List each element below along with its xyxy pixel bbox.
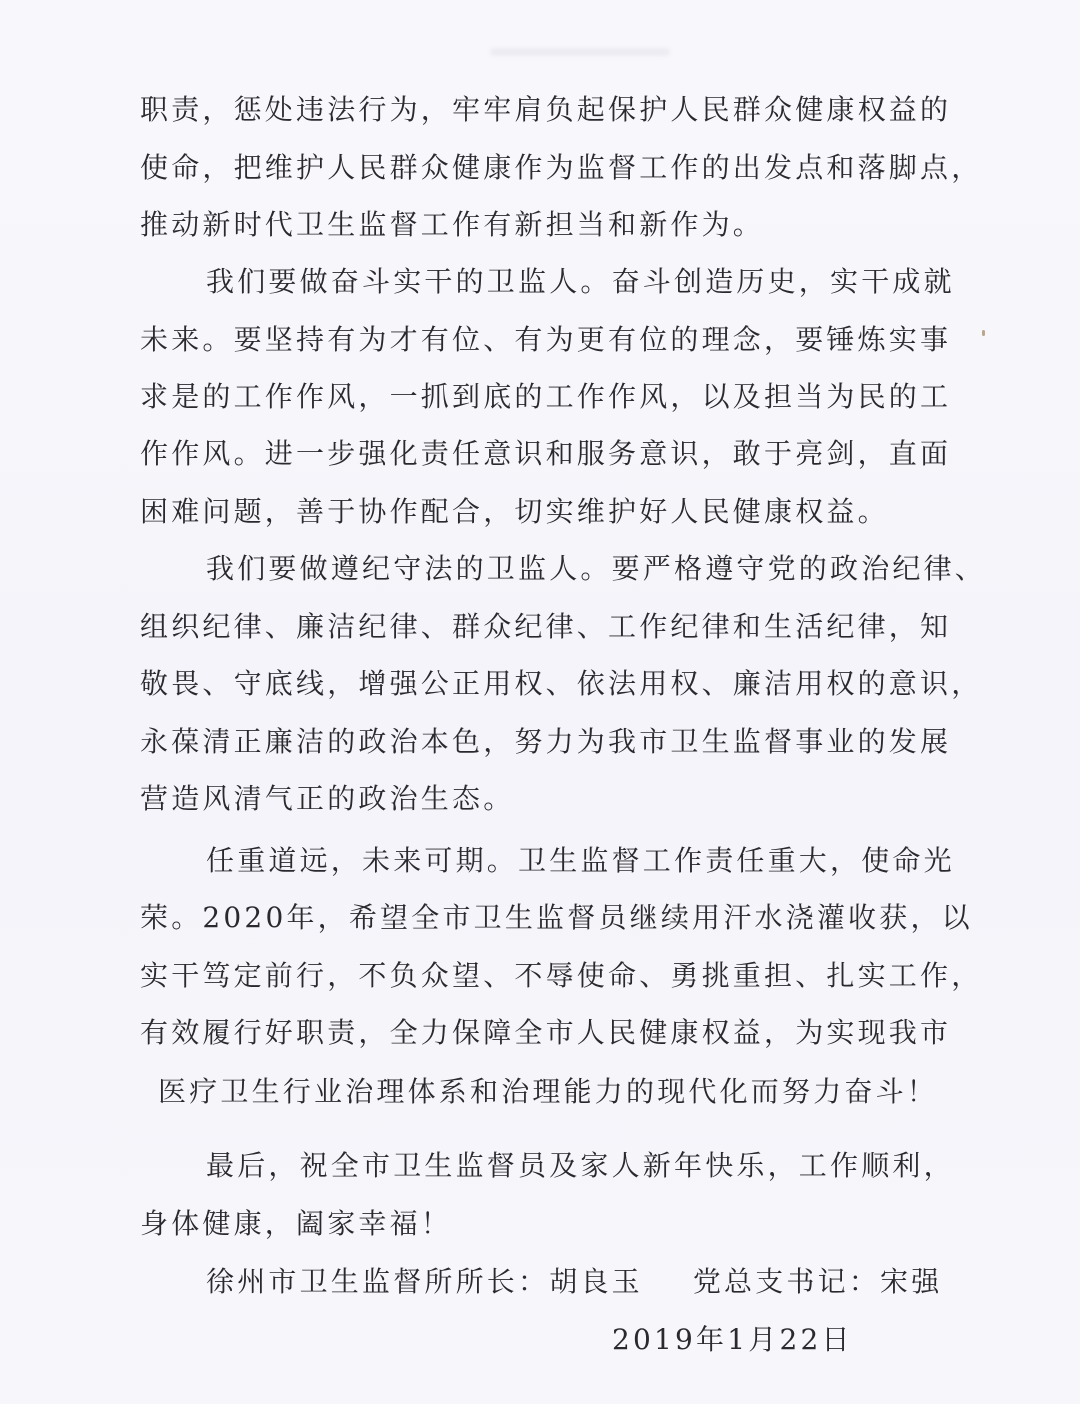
paper-speck [982,330,985,336]
paragraph-line: 医疗卫生行业治理体系和治理能力的现代化而努力奋斗！ [158,1075,939,1108]
paragraph-line: 作作风。进一步强化责任意识和服务意识，敢于亮剑，直面 [140,437,952,470]
paragraph-line: 身体健康，阖家幸福！ [140,1207,453,1240]
bleed-through-mark [490,48,670,56]
paragraph-line: 使命，把维护人民群众健康作为监督工作的出发点和落脚点， [140,151,983,184]
paragraph-line: 职责，惩处违法行为，牢牢肩负起保护人民群众健康权益的 [140,93,952,126]
signature-director: 徐州市卫生监督所所长：胡良玉 [206,1265,643,1298]
document-date: 2019年1月22日 [612,1323,853,1356]
paragraph-line: 求是的工作作风，一抓到底的工作作风，以及担当为民的工 [140,380,952,413]
paragraph-line: 敬畏、守底线，增强公正用权、依法用权、廉洁用权的意识， [140,667,983,700]
paragraph-line: 营造风清气正的政治生态。 [140,782,515,815]
paragraph-line: 有效履行好职责，全力保障全市人民健康权益，为实现我市 [140,1016,952,1049]
signature-secretary: 党总支书记：宋强 [692,1265,943,1298]
paragraph-line: 我们要做奋斗实干的卫监人。奋斗创造历史，实干成就 [206,265,955,298]
paragraph-line: 永葆清正廉洁的政治本色，努力为我市卫生监督事业的发展 [140,725,952,758]
paragraph-line: 组织纪律、廉洁纪律、群众纪律、工作纪律和生活纪律，知 [140,610,952,643]
paragraph-line: 荣。2020年，希望全市卫生监督员继续用汗水浇灌收获，以 [140,901,973,934]
paragraph-line: 我们要做遵纪守法的卫监人。要严格遵守党的政治纪律、 [206,552,987,585]
paragraph-line: 实干笃定前行，不负众望、不辱使命、勇挑重担、扎实工作， [140,959,983,992]
paragraph-line: 困难问题，善于协作配合，切实维护好人民健康权益。 [140,495,889,528]
paragraph-line: 任重道远，未来可期。卫生监督工作责任重大，使命光 [206,844,955,877]
paragraph-line: 最后，祝全市卫生监督员及家人新年快乐，工作顺利， [206,1149,955,1182]
paragraph-line: 未来。要坚持有为才有位、有为更有位的理念，要锤炼实事 [140,323,952,356]
paragraph-line: 推动新时代卫生监督工作有新担当和新作为。 [140,208,765,241]
signature-line [206,1264,1006,1300]
